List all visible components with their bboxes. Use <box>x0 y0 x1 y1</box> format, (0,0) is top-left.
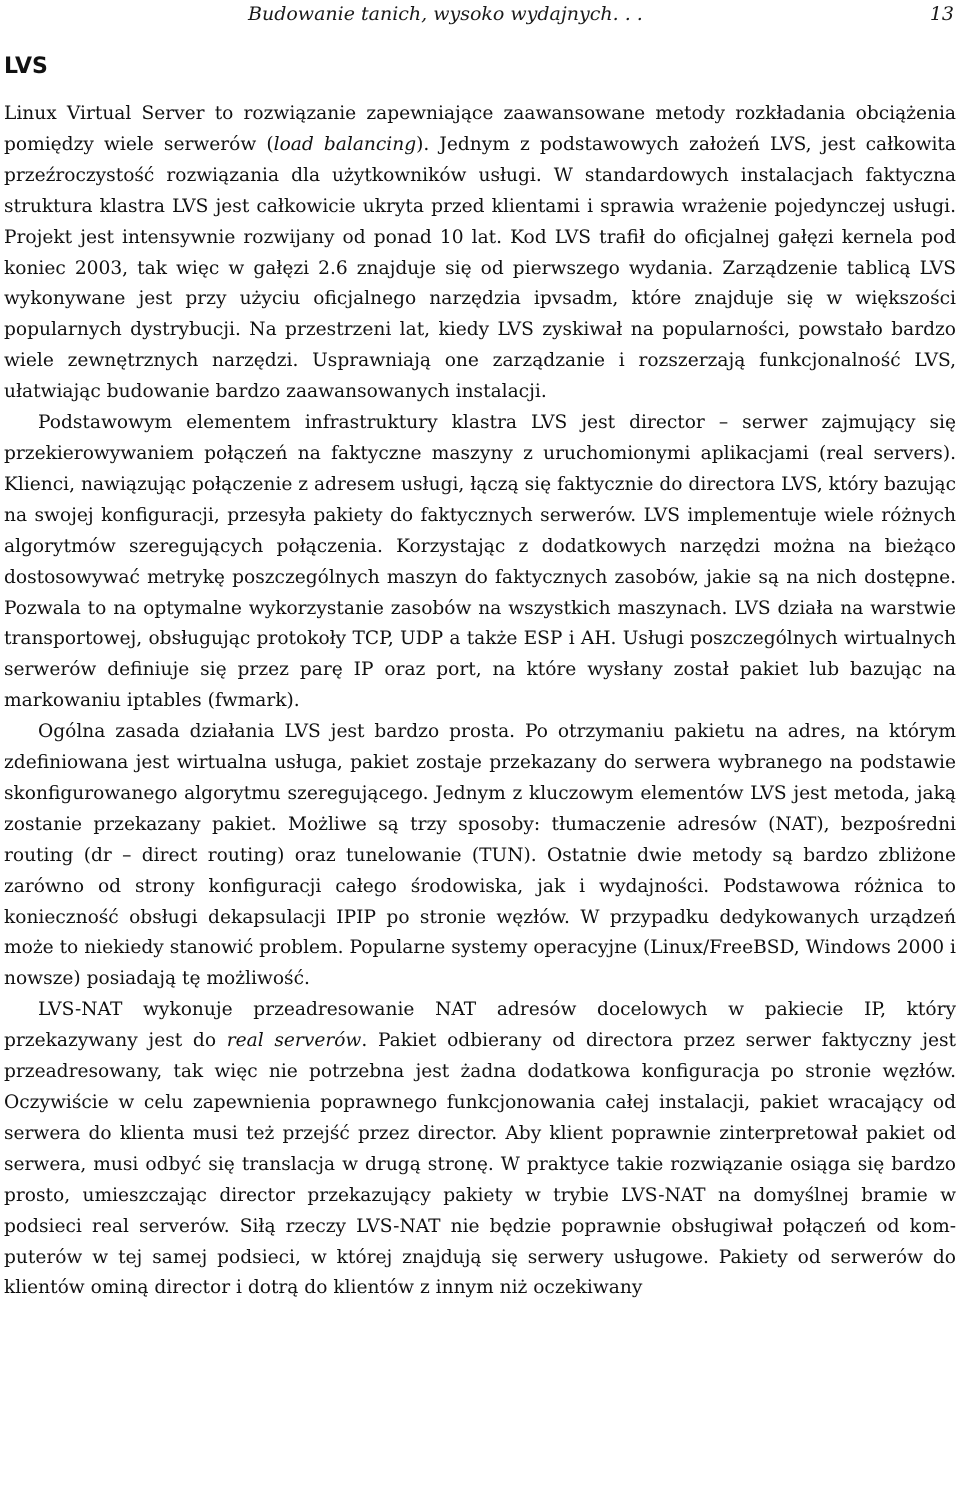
paragraph-text: . Pakiet odbierany od directora przez serwer faktyczny jest przeadresowany, tak więc nie potrzebna jest żadna dodatkowa konfiguracja po stronie węzłów. Oczywiście w celu zapewnienia poprawnego funkcjonowania całej instalacji, pakiet wracający od serwera do klienta musi też przejść przez director. Aby klient poprawnie zinterpretował pakiet od serwera, musi odbyć się translacja w drugą stronę. W praktyce takie rozwiązanie osiąga się bardzo prosto, umieszczając director przekazujący pakiety w trybie LVS-NAT na domyślnej bramie w podsieci real serverów. Siłą rzeczy LVS-NAT nie będzie poprawnie obsługiwał połączeń od komputerów w tej samej podsieci, w której znajdują się serwery usługowe. Pakiety od serwerów do klientów ominą director i dotrą do klientów z innym niż oczekiwany <box>4 1030 956 1299</box>
paragraph-director <box>4 408 956 717</box>
emphasis-text: real serverów <box>226 1030 362 1052</box>
paragraph-text: Ogólna zasada działania LVS jest bardzo prosta. Po otrzymaniu pakietu na adres, na którym zdefiniowana jest wirtualna usługa, pakiet zostaje przekazany do serwera wybranego na podstawie skonfigurowanego algorytmu szeregującego. Jednym z kluczowym elementów LVS jest metoda, jaką zostanie przekazany pakiet. Możliwe są trzy sposoby: tłumaczenie adresów (NAT), bezpośredni routing (dr – direct routing) oraz tunelowanie (TUN). Ostatnie dwie metody są bardzo zbliżone zarówno od strony konfiguracji całego środowiska, jak i wydajności. Podstawowa różnica to konieczność obsługi dekapsulacji IPIP po stronie węzłów. W przypadku dedykowanych urządzeń może to niekiedy stanowić problem. Popularne systemy operacyjne (Linux/FreeBSD, Windows 2000 i nowsze) posiadają tę możliwość. <box>4 721 956 990</box>
emphasis-text: load balancing <box>273 133 417 155</box>
body-text <box>4 99 956 1304</box>
paragraph-intro <box>4 99 956 408</box>
running-head-title: Budowanie tanich, wysoko wydajnych. . . <box>248 3 643 25</box>
paragraph-text: Linux Virtual Server to rozwiązanie zapewniające zaawansowane metody rozkładania obciążenia pomiędzy wiele serwerów ( <box>4 103 956 155</box>
paragraph-principle <box>4 717 956 995</box>
paragraph-text: Podstawowym elementem infrastruktury klastra LVS jest director – serwer zajmujący się przekierowywaniem połączeń na faktyczne maszyny z uruchomionymi aplikacjami (real servers). Klienci, nawiązując połączenie z adresem usługi, łączą się faktycznie do directora LVS, który bazując na swojej konfiguracji, przesyła pakiety do faktycznych serwerów. LVS implementuje wiele różnych algorytmów szeregujących połączenia. Korzystając z dodatkowych narzędzi można na bieżąco dostosowywać metrykę poszczególnych maszyn do faktycznych zasobów, jakie są na nich dostępne. Pozwala to na optymalne wykorzystanie zasobów na wszystkich maszynach. LVS działa na warstwie transportowej, obsługując protokoły TCP, UDP a także ESP i AH. Usługi poszczególnych wirtualnych serwerów definiuje się przez parę IP oraz port, na które wysłany został pakiet lub bazując na markowaniu iptables (fwmark). <box>4 412 956 712</box>
section-heading: LVS <box>4 54 48 79</box>
page-number: 13 <box>929 3 954 25</box>
paragraph-text: LVS-NAT wykonuje przeadresowanie NAT adresów docelowych w pakiecie IP, który przekazywany jest do <box>4 999 956 1052</box>
paragraph-lvs-nat <box>4 995 956 1304</box>
paragraph-text: ). Jednym z podstawowych założeń LVS, jest całkowita przeźroczystość rozwiązania dla użytkowników usługi. W standardowych instalacjach faktyczna struktura klastra LVS jest całkowicie ukryta przed klientami i sprawia wrażenie pojedynczej usługi. Projekt jest intensywnie rozwijany od ponad 10 lat. Kod LVS trafił do oficjalnej gałęzi kernela pod koniec 2003, tak więc w gałęzi 2.6 znajduje się od pierwszego wydania. Zarządzenie tablicą LVS wykonywane jest przy użyciu oficjalnego narzędzia ipvsadm, które znajduje się w większości popularnych dystrybucji. Na przestrzeni lat, kiedy LVS zyskiwał na popularności, powstało bardzo wiele zewnętrznych narzędzi. Usprawniają one zarządzanie i rozszerzają funkcjonalność LVS, ułatwiając budowanie bardzo zaawansowanych instalacji. <box>4 133 956 403</box>
running-head <box>248 2 954 26</box>
